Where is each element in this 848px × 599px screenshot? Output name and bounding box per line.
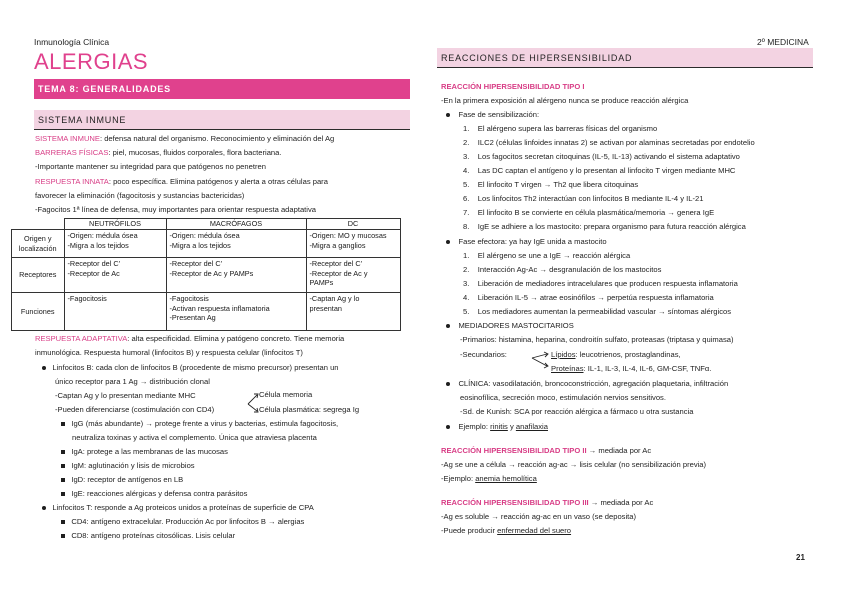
line-respuesta-innata: [35, 176, 328, 187]
heading-tipo-3: [441, 497, 653, 508]
page-title: ALERGIAS: [34, 49, 149, 74]
table-row: [12, 258, 401, 293]
text-barreras: : piel, mucosas, fluidos corporales, flora bacteriana.: [108, 148, 282, 157]
line-igg-2: neutraliza toxinas y activa el complemento. Única que atraviesa placenta: [72, 433, 317, 442]
sens-item-text: El alérgeno supera las barreras físicas del organismo: [477, 124, 658, 133]
line-celula-memoria: Célula memoria: [259, 390, 313, 399]
text-y: y: [507, 422, 516, 431]
text-adaptativa: : alta especificidad. Elimina y patógeno concreto. Tiene memoria: [127, 334, 345, 343]
line-tipo1-intro: -En la primera exposición al alérgeno nunca se produce reacción alérgica: [441, 96, 689, 105]
line-respuesta-innata-2: favorecer la eliminación (fagocitosis y sustancias bactericidas): [35, 191, 245, 200]
efec-item: 5. Los mediadores aumentan la permeabilidad vascular → síntomas alérgicos: [463, 307, 732, 316]
efec-item-text: Liberación IL-5 → atrae eosinófilos → perpetúa respuesta inflamatoria: [477, 293, 714, 302]
row-header: Funciones: [12, 293, 65, 331]
bullet-dot: [446, 324, 450, 328]
bullet-square: [61, 492, 65, 496]
bullet-square: [61, 478, 65, 482]
text-fase-efectora: Fase efectora: ya hay IgE unida a mastocito: [458, 237, 607, 246]
text-clinica: CLÍNICA: vasodilatación, broncoconstricción, agregación plaquetaria, infiltración: [458, 379, 729, 388]
efec-item-text: Liberación de mediadores intracelulares que producen respuesta inflamatoria: [477, 279, 738, 288]
heading-tipo-2: [441, 445, 651, 456]
table-cell: -Captan Ag y lo presentan: [306, 293, 400, 331]
section-heading-sistema-inmune: SISTEMA INMUNE: [34, 110, 410, 130]
line-kunish: -Sd. de Kunish: SCA por reacción alérgica a fármaco u otra sustancia: [460, 407, 694, 416]
bullet-igg: [61, 418, 338, 429]
efec-item: 2. Interacción Ag-Ac → desgranulación de los mastocitos: [463, 265, 662, 274]
sens-item: 7. El linfocito B se convierte en célula plasmática/memoria → genera IgE: [463, 208, 715, 217]
text-ejemplo-tipo2: -Ejemplo:: [441, 474, 476, 483]
section-heading-hipersensibilidad: REACCIONES DE HIPERSENSIBILIDAD: [437, 48, 813, 68]
term-sistema-inmune: SISTEMA INMUNE: [35, 134, 100, 143]
efec-item-text: Interacción Ag-Ac → desgranulación de los mastocitos: [477, 265, 662, 274]
sens-item: 2. ILC2 (células linfoides innatas 2) se activan por alaminas secretadas por endotelio: [463, 138, 755, 147]
page-number: 21: [796, 553, 805, 562]
sens-item-text: Los linfocitos Th2 interactúan con linfocitos B mediante IL-4 y IL-21: [477, 194, 704, 203]
line-celula-plasmatica: Célula plasmática: segrega Ig: [259, 405, 360, 414]
term-rinitis: rinitis: [490, 422, 508, 431]
bullet-ige: [61, 488, 247, 499]
bullet-square: [61, 534, 65, 538]
table-header: DC: [306, 219, 400, 230]
bullet-fase-efectora: [446, 236, 607, 247]
text-igm: IgM: aglutinación y lisis de microbios: [71, 461, 195, 470]
efec-item: 1. El alérgeno se une a IgE → reacción alérgica: [463, 251, 631, 260]
term-anafilaxia: anafilaxia: [515, 422, 548, 431]
line-tipo2-2: [441, 473, 537, 484]
table-cell: -Origen: MO y mucosas -Migra a ganglios: [306, 230, 400, 258]
text-lipidos: : leucotrienos, prostaglandinas,: [575, 350, 681, 359]
bullet-dot: [446, 425, 450, 429]
table-row: [12, 293, 401, 331]
text-sistema-inmune: : defensa natural del organismo. Reconocimiento y eliminación del Ag: [99, 134, 335, 143]
text-linfocitos-b: Linfocitos B: cada clon de linfocitos B (procedente de mismo precursor) presentan un: [52, 363, 339, 372]
bullet-linfocitos-b: [42, 362, 339, 373]
bullet-dot: [42, 366, 46, 370]
cells-table: [11, 218, 401, 331]
text-fase-sensibilizacion: Fase de sensibilización:: [458, 110, 540, 119]
sens-item: 4. Las DC captan el antígeno y lo presentan al linfocito T virgen mediante MHC: [463, 166, 736, 175]
bullet-dot: [42, 506, 46, 510]
text-iga: IgA: protege a las membranas de las mucosas: [71, 447, 228, 456]
bullet-igm: [61, 460, 195, 471]
sens-item-text: Los fagocitos secretan citoquinas (IL-5, IL-13) activando el sistema adaptativo: [477, 152, 740, 161]
sens-item-text: El linfocito B se convierte en célula plasmática/memoria → genera IgE: [477, 208, 715, 217]
term-barreras-fisicas: BARRERAS FÍSICAS: [35, 148, 109, 157]
text-ejemplo: Ejemplo:: [458, 422, 491, 431]
grade-label: 2º MEDICINA: [757, 37, 809, 47]
line-tipo2-1: -Ag se une a célula → reacción ag-ac → lisis celular (no sensibilización previa): [441, 460, 707, 469]
line-importante: -Importante mantener su integridad para que patógenos no penetren: [35, 162, 266, 171]
line-fagocitos: -Fagocitos 1ª línea de defensa, muy importantes para orientar respuesta adaptativa: [35, 205, 316, 214]
sens-item: 3. Los fagocitos secretan citoquinas (IL-5, IL-13) activando el sistema adaptativo: [463, 152, 740, 161]
suffix-tipo-2: → mediada por Ac: [586, 446, 652, 455]
term-respuesta-adaptativa: RESPUESTA ADAPTATIVA: [35, 334, 128, 343]
term-respuesta-innata: RESPUESTA INNATA: [35, 177, 109, 186]
suffix-tipo-3: → mediada por Ac: [588, 498, 654, 507]
line-lb2: único receptor para 1 Ag → distribución clonal: [55, 377, 210, 386]
bullet-cd4: [61, 516, 304, 527]
line-clinica-2: eosinofílica, secreción moco, estimulación nervios sensitivos.: [460, 393, 666, 402]
table-cell: -Fagocitosis -Activan respuesta inflamatoria -Presentan Ag: [166, 293, 306, 331]
text-proteinas: : IL-1, IL-3, IL-4, IL-6, GM-CSF, TNFα.: [583, 364, 712, 373]
efec-item-text: Los mediadores aumentan la permeabilidad vascular → síntomas alérgicos: [477, 307, 732, 316]
term-proteinas: Proteínas: [551, 364, 584, 373]
text-linfocitos-t: Linfocitos T: responde a Ag proteicos unidos a proteínas de superficie de CPA: [52, 503, 314, 512]
table-cell: -Receptor del C' -Receptor de Ac y PAMPs: [166, 258, 306, 293]
line-barreras: [35, 147, 282, 158]
line-captan: -Captan Ag y lo presentan mediante MHC: [55, 391, 196, 400]
sens-item-text: Las DC captan el antígeno y lo presentan al linfocito T virgen mediante MHC: [477, 166, 736, 175]
table-corner: [12, 219, 65, 230]
sens-item: 5. El linfocito T virgen → Th2 que libera citoquinas: [463, 180, 639, 189]
bullet-linfocitos-t: [42, 502, 314, 513]
bullet-clinica: [446, 378, 728, 389]
text-igd: IgD: receptor de antígenos en LB: [71, 475, 184, 484]
line-lipidos: [551, 349, 681, 360]
table-cell: -Receptor del C' -Receptor de Ac y PAMPs: [306, 258, 400, 293]
line-proteinas: [551, 363, 711, 374]
table-cell: -Origen: médula ósea -Migra a los tejidos: [166, 230, 306, 258]
line-diferencian: -Pueden diferenciarse (costimulación con CD4): [55, 405, 215, 414]
bullet-iga: [61, 446, 228, 457]
sens-item-text: IgE se adhiere a los mastocito: prepara organismo para futura reacción alérgica: [477, 222, 746, 231]
line-adaptativa-2: inmunológica. Respuesta humoral (linfocitos B) y respuesta celular (linfocitos T): [35, 348, 303, 357]
table-cell: -Receptor del C' -Receptor de Ac: [64, 258, 166, 293]
text-cd4: CD4: antígeno extracelular. Producción Ac por linfocitos B → alergias: [71, 517, 305, 526]
term-enfermedad-suero: enfermedad del suero: [497, 526, 572, 535]
term-anemia-hemolitica: anemia hemolítica: [475, 474, 537, 483]
table-cell: -Fagocitosis: [64, 293, 166, 331]
sens-item-text: ILC2 (células linfoides innatas 2) se activan por alaminas secretadas por endotelio: [477, 138, 755, 147]
line-sistema-inmune: [35, 133, 334, 144]
branch-arrows-icon: [246, 391, 260, 415]
bullet-square: [61, 422, 65, 426]
sens-item: 8. IgE se adhiere a los mastocito: prepara organismo para futura reacción alérgica: [463, 222, 746, 231]
bullet-square: [61, 464, 65, 468]
text-cd8: CD8: antígeno proteínas citosólicas. Lisis celular: [71, 531, 236, 540]
table-header-row: [12, 219, 401, 230]
row-header: Origen y localización: [12, 230, 65, 258]
branch-arrows-icon: [530, 350, 552, 370]
line-primarios: -Primarios: histamina, heparina, condroitín sulfato, proteasas (triptasa y quimasa): [460, 335, 734, 344]
sens-item-text: El linfocito T virgen → Th2 que libera citoquinas: [477, 180, 639, 189]
bullet-fase-sensibilizacion: [446, 109, 539, 120]
tema-heading: TEMA 8: GENERALIDADES: [34, 79, 410, 99]
table-row: [12, 230, 401, 258]
text-ige: IgE: reacciones alérgicas y defensa contra parásitos: [71, 489, 248, 498]
text-puede-producir: -Puede producir: [441, 526, 498, 535]
efec-item-text: El alérgeno se une a IgE → reacción alérgica: [477, 251, 631, 260]
text-igg: IgG (más abundante) → protege frente a virus y bacterias, estimula fagocitosis,: [71, 419, 339, 428]
line-tipo3-2: [441, 525, 571, 536]
bullet-dot: [446, 382, 450, 386]
title-tipo-2: REACCIÓN HIPERSENSIBILIDAD TIPO II: [441, 446, 587, 455]
line-tipo3-1: -Ag es soluble → reacción ag-ac en un vaso (se deposita): [441, 512, 637, 521]
bullet-igd: [61, 474, 183, 485]
table-header: MACRÓFAGOS: [166, 219, 306, 230]
text-respuesta-innata: : poco específica. Elimina patógenos y alerta a otras células para: [108, 177, 328, 186]
line-adaptativa: [35, 333, 344, 344]
line-secundarios: -Secundarios:: [460, 350, 507, 359]
bullet-ejemplo: [446, 421, 548, 432]
bullet-cd8: [61, 530, 235, 541]
bullet-square: [61, 450, 65, 454]
heading-tipo-1: REACCIÓN HIPERSENSIBILIDAD TIPO I: [441, 82, 585, 91]
table-header: NEUTRÓFILOS: [64, 219, 166, 230]
bullet-dot: [446, 113, 450, 117]
bullet-square: [61, 520, 65, 524]
efec-item: 3. Liberación de mediadores intracelulares que producen respuesta inflamatoria: [463, 279, 738, 288]
sens-item: 1. El alérgeno supera las barreras físicas del organismo: [463, 124, 658, 133]
course-name: Inmunología Clínica: [34, 37, 110, 47]
table-cell: -Origen: médula ósea -Migra a los tejidos: [64, 230, 166, 258]
sens-item: 6. Los linfocitos Th2 interactúan con linfocitos B mediante IL-4 y IL-21: [463, 194, 704, 203]
row-header: Receptores: [12, 258, 65, 293]
bullet-mediadores: [446, 320, 574, 331]
efec-item: 4. Liberación IL-5 → atrae eosinófilos → perpetúa respuesta inflamatoria: [463, 293, 714, 302]
title-tipo-3: REACCIÓN HIPERSENSIBILIDAD TIPO III: [441, 498, 589, 507]
bullet-dot: [446, 240, 450, 244]
text-mediadores: MEDIADORES MASTOCITARIOS: [458, 321, 574, 330]
term-lipidos: Lípidos: [551, 350, 576, 359]
